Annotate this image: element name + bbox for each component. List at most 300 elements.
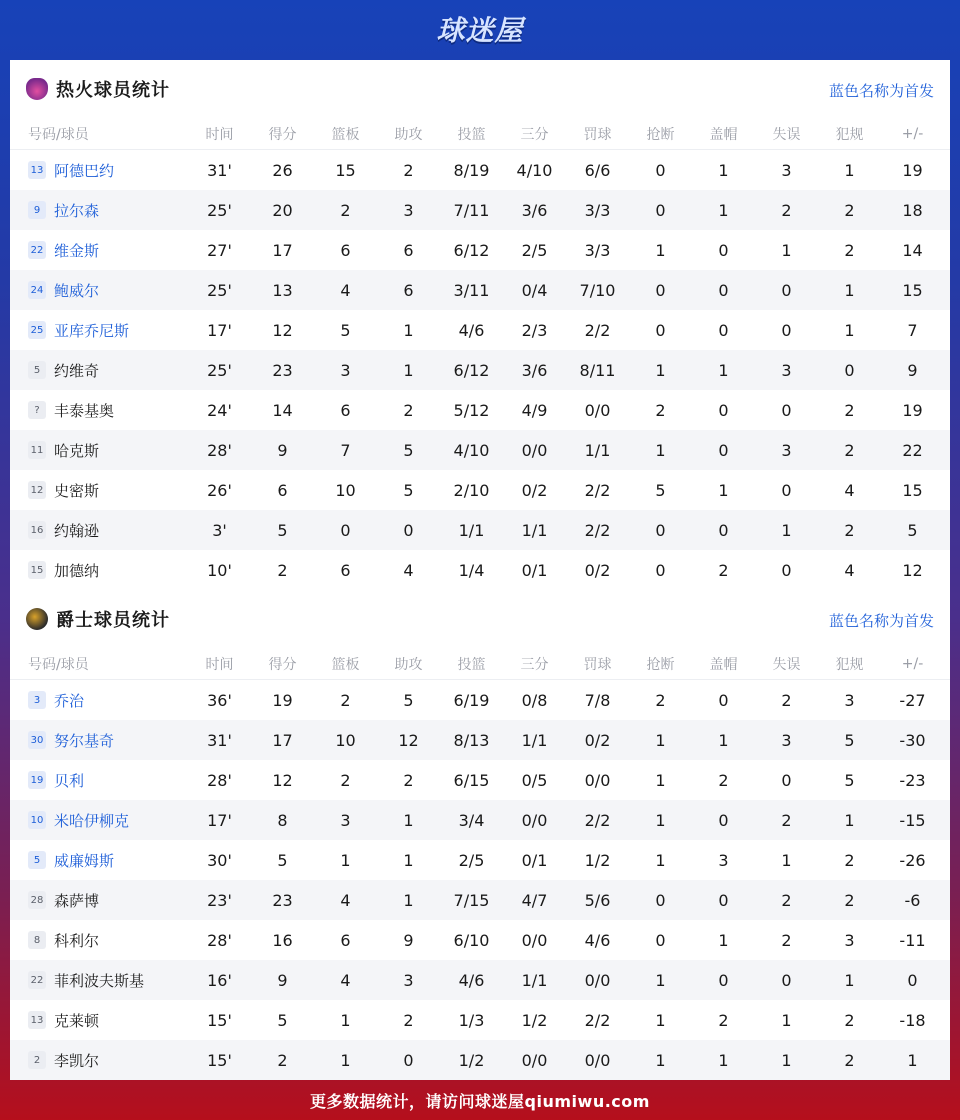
stat-cell: 1 [718,200,729,220]
stat-cell: 2 [781,810,792,830]
stat-cell: 8 [277,810,288,830]
stat-cell: 0/1 [521,850,548,870]
stat-cell: 12 [398,730,419,750]
stat-cell: 1 [844,160,855,180]
stat-cell: 10 [335,730,356,750]
player-row[interactable] [10,430,950,470]
stat-cell: 1 [781,1010,792,1030]
column-header[interactable]: 犯规 [835,126,864,143]
stat-cell: 6 [340,560,351,580]
player-row[interactable] [10,720,950,760]
player-name[interactable]: 亚库乔尼斯 [54,321,130,340]
column-header[interactable]: 号码/球员 [28,126,89,143]
stat-cell: 0/0 [521,1050,548,1070]
stat-cell: -18 [899,1010,926,1030]
player-row[interactable] [10,1000,950,1040]
column-header[interactable]: 篮板 [331,126,360,143]
stat-cell: 1 [403,850,414,870]
player-name[interactable]: 维金斯 [54,241,100,260]
stat-cell: 2 [844,200,855,220]
stat-cell: 0 [655,320,666,340]
stat-cell: 1/1 [521,970,548,990]
footer-text: 更多数据统计，请访问球迷屋qiumiwu.com [310,1091,650,1111]
stat-cell: 1 [907,1050,918,1070]
column-header[interactable]: 篮板 [331,656,360,673]
stat-cell: 7/15 [453,890,490,910]
player-name[interactable]: 菲利波夫斯基 [54,971,145,990]
starter-legend-note: 蓝色名称为首发 [828,82,934,100]
jersey-number-badge: 10 [28,811,46,829]
stat-cell: 0 [907,970,918,990]
stat-cell: 2/3 [521,320,548,340]
column-header[interactable]: 投篮 [457,126,486,143]
jersey-number-badge: 12 [28,481,46,499]
player-name[interactable]: 约翰逊 [54,521,100,540]
stat-cell: 2 [340,690,351,710]
jersey-number-badge: 15 [28,561,46,579]
stat-cell: 4/6 [458,970,485,990]
player-name[interactable]: 米哈伊柳克 [54,811,130,830]
stat-cell: 24' [207,400,232,420]
stat-cell: 1 [781,240,792,260]
stat-cell: 0/0 [521,440,548,460]
stat-cell: 2 [781,930,792,950]
stat-cell: 2 [403,1010,414,1030]
stat-cell: 0/0 [584,770,611,790]
player-row[interactable] [10,840,950,880]
stat-cell: 1/1 [584,440,611,460]
stat-cell: 6/12 [453,240,490,260]
stat-cell: 17 [272,240,293,260]
stat-cell: 7 [340,440,351,460]
jersey-number-badge: 22 [28,241,46,259]
stat-cell: 3 [403,200,414,220]
player-name[interactable]: 哈克斯 [54,441,100,460]
stat-cell: 7/8 [584,690,611,710]
stat-cell: 13 [272,280,293,300]
stat-cell: 1 [655,1010,666,1030]
stat-cell: 8/11 [579,360,616,380]
column-header[interactable]: 三分 [520,126,549,143]
stat-cell: 31' [207,160,232,180]
stat-cell: 4 [844,480,855,500]
stat-cell: -23 [899,770,926,790]
column-header[interactable]: 投篮 [457,656,486,673]
stat-cell: 4/10 [516,160,553,180]
stat-cell: 1/1 [521,730,548,750]
player-name[interactable]: 加德纳 [54,561,100,580]
player-cell [10,520,188,541]
stat-cell: 0/0 [584,400,611,420]
stat-cell: 26' [207,480,232,500]
stat-cell: 0 [655,930,666,950]
stat-cell: 6/6 [584,160,611,180]
jersey-number-badge: 25 [28,321,46,339]
player-cell [10,280,188,301]
player-name[interactable]: 鲍威尔 [54,281,100,300]
player-row[interactable] [10,350,950,390]
stat-cell: 4 [403,560,414,580]
column-header[interactable]: 得分 [268,656,297,673]
stat-cell: 16' [207,970,232,990]
player-row[interactable] [10,190,950,230]
column-header[interactable]: 盖帽 [709,126,738,143]
player-name[interactable]: 威廉姆斯 [54,851,115,870]
stat-cell: 4 [844,560,855,580]
stat-cell: 5 [403,480,414,500]
player-name[interactable]: 李凯尔 [54,1051,100,1070]
stat-cell: 1 [340,1010,351,1030]
stat-cell: 23' [207,890,232,910]
stat-cell: 5 [277,520,288,540]
player-row[interactable] [10,880,950,920]
stat-cell: 12 [272,320,293,340]
stat-cell: 8/13 [453,730,490,750]
stat-cell: 2 [844,1010,855,1030]
column-header[interactable]: 抢断 [646,126,675,143]
stat-cell: -11 [899,930,926,950]
stat-cell: 1/3 [458,1010,485,1030]
stat-cell: 36' [207,690,232,710]
stat-cell: 0 [718,240,729,260]
player-row[interactable] [10,390,950,430]
stat-cell: 0 [718,440,729,460]
stat-cell: 2 [277,1050,288,1070]
player-cell [10,730,188,751]
stat-cell: 3 [718,850,729,870]
jersey-number-badge: 28 [28,891,46,909]
stat-cell: 2 [718,770,729,790]
stat-cell: 1 [655,1050,666,1070]
column-header[interactable]: 号码/球员 [28,656,89,673]
stat-cell: 18 [902,200,923,220]
stat-cell: 1 [403,360,414,380]
section-header [10,60,950,118]
player-row[interactable] [10,310,950,350]
stat-cell: 1 [655,770,666,790]
stat-cell: 2 [403,770,414,790]
stat-cell: 8/19 [453,160,490,180]
stat-cell: 0 [781,280,792,300]
column-header[interactable]: 盖帽 [709,656,738,673]
column-header[interactable]: 助攻 [394,126,423,143]
stat-cell: 0/0 [584,1050,611,1070]
stat-cell: 12 [902,560,923,580]
stat-cell: 0 [781,560,792,580]
player-row[interactable] [10,150,950,190]
column-header-row [10,648,950,680]
player-row[interactable] [10,680,950,720]
stat-cell: 2 [655,690,666,710]
player-row[interactable] [10,760,950,800]
stat-cell: 0/0 [584,970,611,990]
column-header[interactable]: +/- [901,655,924,672]
stat-cell: 1/1 [521,520,548,540]
stat-cell: 2 [403,400,414,420]
player-name[interactable]: 贝利 [54,771,85,790]
stat-cell: 15 [902,280,923,300]
stat-cell: 2 [844,240,855,260]
heat-logo-icon [26,78,48,100]
stat-cell: 3 [403,970,414,990]
column-header[interactable]: 得分 [268,126,297,143]
stat-cell: 1 [844,810,855,830]
stat-cell: 3 [781,360,792,380]
stat-cell: 0/2 [584,730,611,750]
stat-cell: 28' [207,770,232,790]
stat-cell: 3 [781,730,792,750]
stat-cell: 2 [781,690,792,710]
stat-cell: 1 [403,890,414,910]
column-header[interactable]: 抢断 [646,656,675,673]
stat-cell: 0 [655,560,666,580]
stat-cell: 0/2 [584,560,611,580]
section-title: 热火球员统计 [56,80,170,101]
stat-cell: 1 [781,1050,792,1070]
stat-cell: 15' [207,1010,232,1030]
stat-cell: 0 [718,320,729,340]
jersey-number-badge: 2 [28,1051,46,1069]
column-header-row [10,118,950,150]
player-name[interactable]: 科利尔 [54,931,100,950]
player-cell [10,200,188,221]
jersey-number-badge: 5 [28,851,46,869]
stat-cell: 6 [403,280,414,300]
stat-cell: 0 [718,280,729,300]
column-header[interactable]: 三分 [520,656,549,673]
column-header[interactable]: 时间 [205,126,234,143]
stat-cell: 3' [212,520,227,540]
player-cell [10,810,188,831]
jersey-number-badge: 13 [28,1011,46,1029]
stat-cell: 9 [277,970,288,990]
stat-cell: 2 [844,400,855,420]
stat-cell: 2/2 [584,1010,611,1030]
stat-cell: 9 [403,930,414,950]
stat-cell: 4/10 [453,440,490,460]
player-row[interactable] [10,270,950,310]
stat-cell: 0 [403,520,414,540]
jersey-number-badge: 11 [28,441,46,459]
player-row[interactable] [10,470,950,510]
player-cell [10,1050,188,1071]
jersey-number-badge: 30 [28,731,46,749]
player-row[interactable] [10,510,950,550]
stat-cell: 1 [403,320,414,340]
stat-cell: 6/10 [453,930,490,950]
stat-cell: 6 [403,240,414,260]
player-row[interactable] [10,230,950,270]
stat-cell: 0 [718,400,729,420]
stat-cell: 7/11 [453,200,490,220]
player-name[interactable]: 史密斯 [54,481,100,500]
player-name[interactable]: 丰泰基奥 [54,401,115,420]
stat-cell: 19 [902,160,923,180]
jersey-number-badge: 9 [28,201,46,219]
stat-cell: 1 [718,930,729,950]
stat-cell: 1 [844,970,855,990]
stat-cell: 4/6 [458,320,485,340]
jersey-number-badge: 3 [28,691,46,709]
stat-cell: 1 [655,360,666,380]
player-row[interactable] [10,960,950,1000]
stat-cell: 2/2 [584,810,611,830]
stat-cell: 25' [207,360,232,380]
stat-cell: 0/4 [521,280,548,300]
stat-cell: 0/0 [521,810,548,830]
column-header[interactable]: 失误 [772,126,801,143]
stat-cell: -15 [899,810,926,830]
stat-cell: 0 [655,280,666,300]
stat-cell: 17' [207,810,232,830]
stat-cell: 14 [272,400,293,420]
stat-cell: 0 [655,890,666,910]
jersey-number-badge: 16 [28,521,46,539]
stat-cell: 17' [207,320,232,340]
stat-cell: 15 [902,480,923,500]
section-title: 爵士球员统计 [56,610,170,631]
stat-cell: -6 [904,890,921,910]
column-header[interactable]: +/- [901,125,924,142]
player-row[interactable] [10,920,950,960]
player-row[interactable] [10,550,950,590]
stat-cell: 1/4 [458,560,485,580]
stat-cell: 0/0 [521,930,548,950]
stat-cell: 5 [844,770,855,790]
player-row[interactable] [10,800,950,840]
stat-cell: 5 [403,440,414,460]
stat-cell: 15 [335,160,356,180]
player-name[interactable]: 努尔基奇 [54,731,115,750]
team-section-0 [10,60,950,590]
stat-cell: 2 [403,160,414,180]
stat-cell: 6/12 [453,360,490,380]
stat-cell: 1 [844,280,855,300]
stat-cell: 1 [655,810,666,830]
brand-logo-text: 球迷屋 [436,14,524,47]
stat-cell: 2/2 [584,520,611,540]
stat-cell: 3/6 [521,360,548,380]
stat-cell: 1 [403,810,414,830]
stat-cell: 4 [340,970,351,990]
stat-cell: 5/12 [453,400,490,420]
stat-cell: 6 [277,480,288,500]
stat-cell: 0 [403,1050,414,1070]
player-name[interactable]: 克莱顿 [54,1011,100,1030]
stat-cell: 7 [907,320,918,340]
stat-cell: 3/3 [584,240,611,260]
player-cell [10,440,188,461]
player-row[interactable] [10,1040,950,1080]
player-name[interactable]: 约维奇 [54,361,100,380]
player-name[interactable]: 乔治 [54,691,85,710]
player-cell [10,690,188,711]
stat-cell: 2/10 [453,480,490,500]
player-cell [10,400,188,421]
stat-cell: 0 [655,200,666,220]
stat-cell: 1 [655,440,666,460]
stat-cell: 4/9 [521,400,548,420]
stat-cell: 4/6 [584,930,611,950]
stat-cell: 0 [781,320,792,340]
stat-cell: 1 [781,850,792,870]
jazz-logo-icon [26,608,48,630]
stat-cell: 1 [718,730,729,750]
stat-cell: 1 [655,850,666,870]
stat-cell: 2 [277,560,288,580]
jersey-number-badge: 22 [28,971,46,989]
stat-cell: 4 [340,890,351,910]
stat-cell: 4 [340,280,351,300]
stat-cell: 2 [844,1050,855,1070]
column-header[interactable]: 罚球 [583,656,612,673]
stat-cell: 0/1 [521,560,548,580]
stat-cell: 1 [655,240,666,260]
stat-cell: 1 [781,520,792,540]
column-header[interactable]: 失误 [772,656,801,673]
stat-cell: 25' [207,200,232,220]
stat-cell: 0 [781,400,792,420]
player-name[interactable]: 阿德巴约 [54,161,115,180]
stat-cell: 0 [781,480,792,500]
stat-cell: 0 [340,520,351,540]
stat-cell: 19 [272,690,293,710]
stat-cell: 5/6 [584,890,611,910]
stat-cell: 23 [272,890,293,910]
stat-cell: 25' [207,280,232,300]
stat-cell: 6/15 [453,770,490,790]
stat-cell: 0/5 [521,770,548,790]
stat-cell: 0 [844,360,855,380]
column-header[interactable]: 犯规 [835,656,864,673]
player-cell [10,930,188,951]
stat-cell: 2 [781,200,792,220]
stat-cell: 1 [655,730,666,750]
jersey-number-badge: 19 [28,771,46,789]
stat-cell: 3/3 [584,200,611,220]
stat-cell: 3 [340,810,351,830]
stat-cell: 1 [718,480,729,500]
stat-cell: 6/19 [453,690,490,710]
jersey-number-badge: 5 [28,361,46,379]
stat-cell: 1 [718,160,729,180]
stat-cell: 2 [655,400,666,420]
stat-cell: 3/11 [453,280,490,300]
footer-banner[interactable] [0,1080,960,1120]
stat-cell: 20 [272,200,293,220]
column-header[interactable]: 助攻 [394,656,423,673]
stat-cell: 0 [781,770,792,790]
player-cell [10,560,188,581]
player-cell [10,850,188,871]
stat-cell: 1/2 [458,1050,485,1070]
stat-cell: 1 [340,850,351,870]
stat-cell: 2 [844,890,855,910]
player-cell [10,1010,188,1031]
stat-cell: 5 [403,690,414,710]
stat-cell: 28' [207,930,232,950]
column-header[interactable]: 时间 [205,656,234,673]
stat-cell: 1/2 [521,1010,548,1030]
player-name[interactable]: 拉尔森 [54,201,100,220]
stat-cell: 1 [844,320,855,340]
stat-cell: 0 [718,810,729,830]
stat-cell: 9 [277,440,288,460]
player-name[interactable]: 森萨博 [54,891,100,910]
column-header[interactable]: 罚球 [583,126,612,143]
player-cell [10,890,188,911]
stat-cell: -26 [899,850,926,870]
